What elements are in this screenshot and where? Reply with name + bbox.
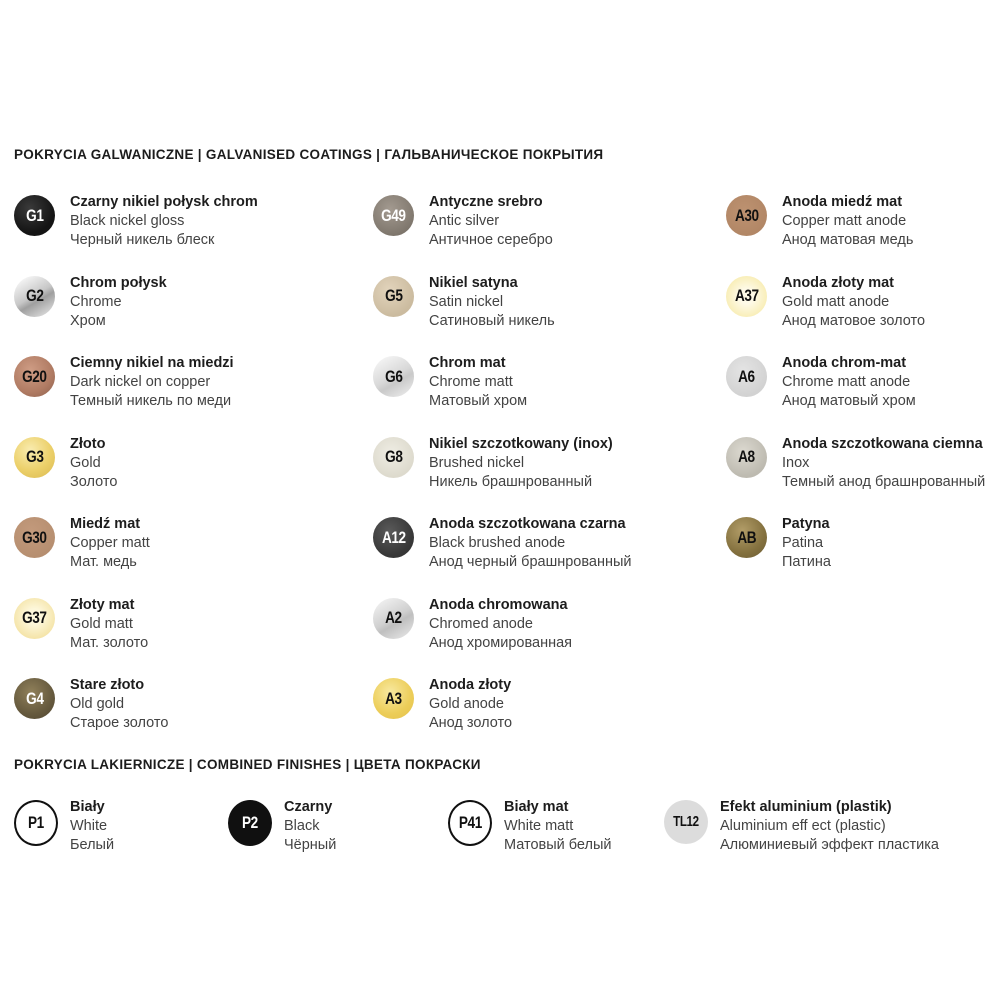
finish-code: AB [737,527,756,547]
swatch-a6 [726,356,767,397]
finish-item-p41 [448,798,664,856]
finish-name-en: Chromed anode [429,615,533,632]
galvanic-section-header: POKRYCIA GALWANICZNE | GALVANISED COATINGS | ГАЛЬВАНИЧЕСКОЕ ПОКРЫТИЯ [14,147,604,162]
finish-name-en: Satin nickel [429,293,504,310]
finish-labels [70,596,148,654]
finish-title-pl: Ciemny nikiel na miedzi [70,355,234,371]
finish-name-ru: Мат. медь [70,554,137,571]
finish-labels [782,354,916,412]
finish-item-tl12 [664,798,990,856]
finish-labels [70,515,150,573]
finish-title-pl: Anoda chrom-mat [782,355,907,371]
finish-code: A6 [738,366,755,386]
finish-title-pl: Anoda szczotkowana czarna [429,516,626,532]
finish-labels [782,193,913,251]
finish-item-g8 [373,435,726,516]
finish-name-en: White matt [504,817,574,834]
finish-item-g49 [373,193,726,274]
finish-item-g5 [373,274,726,355]
finish-title-pl: Złoty mat [70,596,135,613]
finish-name-en: Dark nickel on copper [70,374,211,391]
lacquer-section-header: POKRYCIA LAKIERNICZE | COMBINED FINISHES | ЦВЕТА ПОКРАСКИ [14,756,481,772]
galvanic-column-1 [14,193,373,757]
finish-labels [720,798,939,856]
finish-name-ru: Анод черный брашнрованный [429,554,632,571]
galvanic-column-2 [373,193,726,757]
finish-code: G5 [384,286,403,305]
finish-name-en: White [70,817,108,834]
finish-name-en: Antic silver [429,213,500,230]
finish-name-en: Aluminium eff ect (plastic) [720,817,886,834]
finish-name-en: Patina [782,535,824,552]
finish-item-g3 [14,435,373,516]
finish-name-en: Chrome matt [429,374,513,391]
finish-item-g2 [14,274,373,355]
finish-item-a37 [726,274,990,355]
swatch-g20 [14,356,55,397]
finish-title-pl: Efekt aluminium (plastik) [720,798,892,815]
finish-name-ru: Анод матовый хром [782,393,916,410]
finish-item-g6 [373,354,726,435]
swatch-p41 [448,800,492,846]
swatch-p1 [14,800,58,846]
finish-labels [429,193,553,251]
finish-code: G6 [384,366,403,386]
finish-labels [70,193,258,251]
finish-name-ru: Матовый белый [504,836,612,853]
finish-name-en: Black [284,817,320,834]
galvanic-grid [14,193,990,757]
finish-name-en: Gold [70,454,101,471]
finish-labels [782,515,831,573]
finish-name-ru: Хром [70,312,106,329]
finish-name-ru: Никель брашнрованный [429,473,593,490]
finish-labels [782,274,925,332]
finish-name-en: Chrome matt anode [782,374,911,391]
swatch-ab [726,517,767,558]
finish-code: G20 [22,366,47,386]
swatch-g2 [14,276,55,317]
finish-title-pl: Miedź mat [70,516,141,532]
swatch-a3 [373,678,414,719]
swatch-g5 [373,276,414,317]
swatch-g49 [373,195,414,236]
swatch-g8 [373,437,414,478]
finish-code: TL12 [673,813,699,830]
finish-name-ru: Античное серебро [429,232,553,249]
swatch-a2 [373,598,414,639]
finish-name-en: Black brushed anode [429,535,566,552]
finish-labels [70,676,168,734]
finish-title-pl: Biały mat [504,798,569,815]
finish-item-a12 [373,515,726,596]
finish-name-en: Brushed nickel [429,454,525,471]
swatch-p2 [228,800,272,846]
finish-labels [429,274,555,332]
swatch-a12 [373,517,414,558]
finish-name-ru: Темный анод брашнрованный [782,473,986,490]
swatch-g4 [14,678,55,719]
finish-code: G1 [25,205,44,225]
finish-name-ru: Черный никель блеск [70,232,215,249]
finish-labels [70,435,117,493]
finish-item-a30 [726,193,990,274]
finish-name-ru: Анод матовое золото [782,312,926,329]
swatch-tl12 [664,800,708,844]
finish-code: G8 [384,447,403,466]
finish-item-g37 [14,596,373,677]
finish-code: A8 [738,447,755,466]
finish-code: A30 [734,205,759,225]
finish-title-pl: Chrom połysk [70,274,167,291]
finish-name-en: Old gold [70,696,125,713]
finish-code: G30 [22,527,47,547]
finish-name-ru: Сатиновый никель [429,312,555,329]
swatch-a37 [726,276,767,317]
finish-name-ru: Алюминиевый эффект пластика [720,836,939,853]
finish-item-a3 [373,676,726,757]
finish-item-a2 [373,596,726,677]
finish-name-en: Gold anode [429,696,504,713]
finish-name-ru: Белый [70,836,115,853]
catalog-page [14,147,990,855]
finish-labels [70,274,167,332]
finish-name-ru: Анод золото [429,715,513,732]
finish-title-pl: Stare złoto [70,677,145,693]
finish-title-pl: Anoda chromowana [429,596,568,613]
finish-title-pl: Anoda złoty [429,677,512,693]
finish-name-ru: Анод матовая медь [782,232,914,249]
finish-name-en: Black nickel gloss [70,213,185,230]
finish-title-pl: Czarny nikiel połysk chrom [70,194,258,210]
finish-labels [429,515,632,573]
finish-name-ru: Анод хромированная [429,634,573,651]
finish-title-pl: Nikiel satyna [429,274,518,291]
finish-title-pl: Anoda szczotkowana ciemna [782,435,983,452]
finish-name-ru: Матовый хром [429,393,528,410]
swatch-g3 [14,437,55,478]
finish-item-a8 [726,435,990,516]
finish-code: A12 [381,527,406,547]
finish-labels [284,798,336,856]
finish-title-pl: Nikiel szczotkowany (inox) [429,435,613,452]
swatch-a8 [726,437,767,478]
finish-code: G4 [25,688,44,708]
finish-code: A2 [385,608,402,627]
finish-title-pl: Chrom mat [429,355,506,371]
finish-name-en: Copper matt [70,535,150,552]
finish-name-en: Gold matt [70,615,133,632]
lacquer-row [14,798,990,856]
finish-code: P41 [458,812,482,832]
finish-labels [70,354,234,412]
finish-item-g4 [14,676,373,757]
finish-code: A3 [385,688,402,708]
finish-title-pl: Anoda miedź mat [782,194,903,210]
finish-name-ru: Чёрный [284,836,337,853]
finish-title-pl: Anoda złoty mat [782,274,894,291]
swatch-g37 [14,598,55,639]
finish-item-g20 [14,354,373,435]
finish-labels [782,435,985,493]
finish-code: G3 [25,447,44,466]
galvanic-column-3 [726,193,990,757]
finish-labels [429,435,613,493]
finish-labels [70,798,114,856]
swatch-a30 [726,195,767,236]
finish-name-ru: Старое золото [70,715,169,732]
finish-item-a6 [726,354,990,435]
swatch-g6 [373,356,414,397]
swatch-g1 [14,195,55,236]
finish-labels [429,596,572,654]
finish-title-pl: Złoto [70,435,106,452]
finish-code: A37 [734,286,759,305]
finish-item-g1 [14,193,373,274]
finish-name-ru: Патина [782,554,831,571]
finish-name-ru: Золото [70,473,118,490]
finish-name-en: Copper matt anode [782,213,907,230]
finish-code: P1 [28,812,44,832]
finish-title-pl: Biały [70,798,105,815]
finish-name-ru: Мат. золото [70,634,149,651]
finish-title-pl: Patyna [782,516,830,532]
finish-labels [504,798,612,856]
finish-item-g30 [14,515,373,596]
finish-title-pl: Czarny [284,798,333,815]
finish-code: G2 [25,286,44,305]
finish-name-en: Inox [782,454,810,471]
finish-name-ru: Темный никель по меди [70,393,232,410]
finish-title-pl: Antyczne srebro [429,194,543,210]
finish-code: G37 [22,608,47,627]
finish-item-p2 [228,798,448,856]
finish-item-p1 [14,798,228,856]
finish-name-en: Chrome [70,293,122,310]
finish-item-ab [726,515,990,596]
finish-code: P2 [242,812,258,832]
finish-labels [429,676,512,734]
finish-name-en: Gold matt anode [782,293,890,310]
swatch-g30 [14,517,55,558]
finish-labels [429,354,527,412]
finish-code: G49 [381,205,406,225]
